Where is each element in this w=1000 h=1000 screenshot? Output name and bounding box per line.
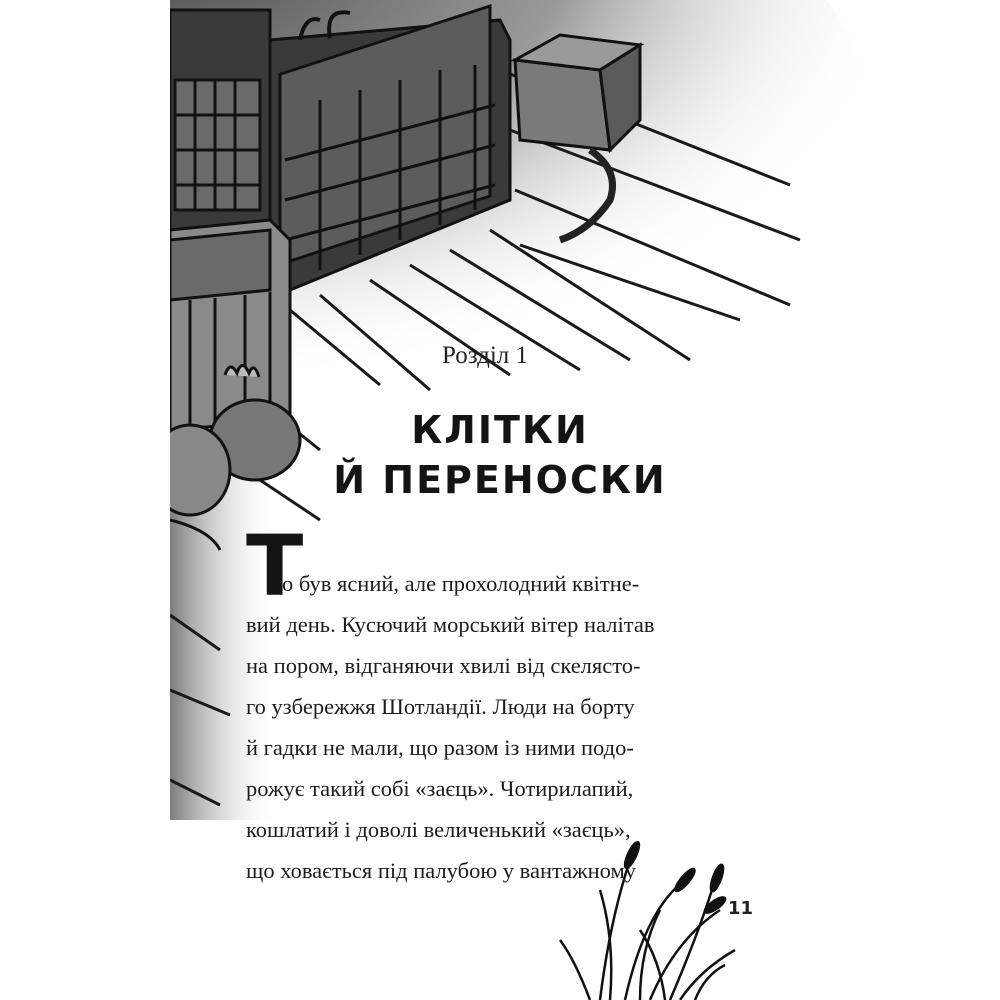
- text-line: кошлатий і доволі величенький «заєць»,: [246, 817, 631, 842]
- left-page-margin: [0, 0, 170, 1000]
- chapter-label: Розділ 1: [441, 342, 529, 369]
- text-line: о був ясний, але прохолодний квітне-: [282, 571, 640, 596]
- drop-cap: Т: [246, 517, 304, 615]
- text-line: вий день. Кусючий морський вітер налітав: [246, 612, 655, 637]
- body-text: [246, 517, 720, 891]
- text-line: що ховається під палубою у вантажному: [246, 858, 636, 883]
- text-line: й гадки не мали, що разом із ними подо-: [246, 735, 634, 760]
- wooden-crate: [170, 220, 290, 430]
- text-line: го узбережжя Шотландії. Люди на борту: [246, 694, 635, 719]
- page-number: 11: [728, 898, 754, 919]
- chapter-title-line-2: Й ПЕРЕНОСКИ: [333, 458, 667, 502]
- text-line: рожує такий собі «заєць». Чотирилапий,: [246, 776, 634, 801]
- dropcap-row: [246, 517, 720, 615]
- cage-left: [170, 10, 270, 230]
- text-line: на пором, відганяючи хвилі від скелясто-: [246, 653, 641, 678]
- chapter-title-line-1: КЛІТКИ: [411, 408, 589, 452]
- chapter-title: [330, 405, 670, 505]
